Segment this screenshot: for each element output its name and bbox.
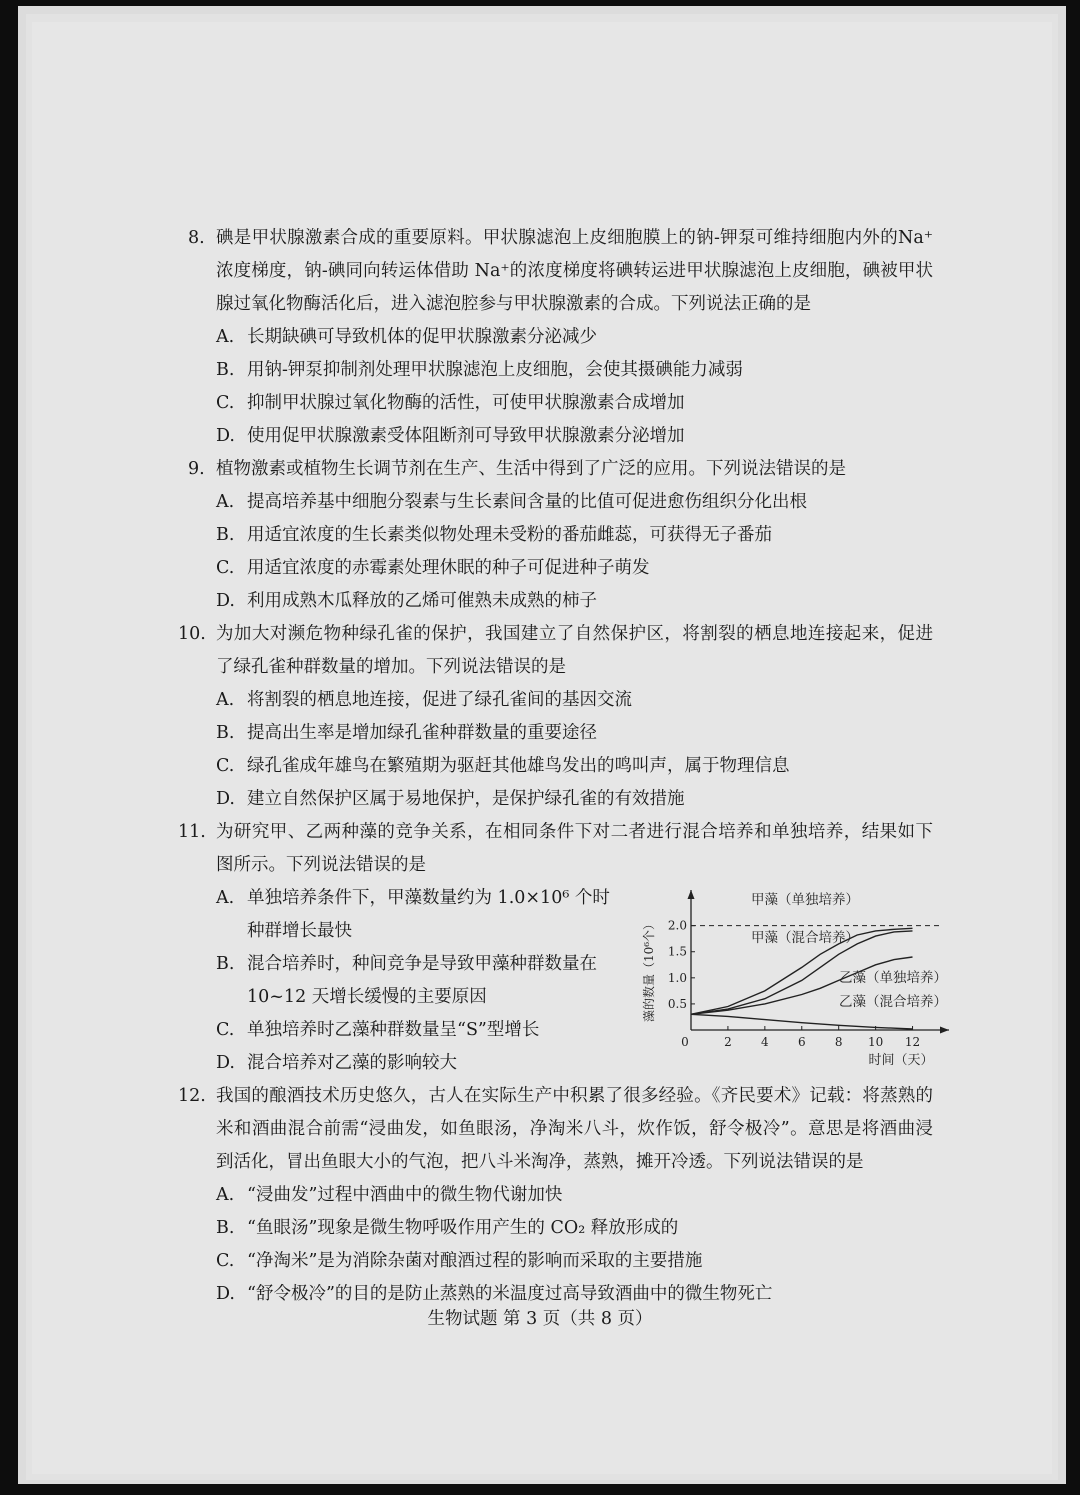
y-axis-arrow: [688, 890, 695, 899]
question-11: [178, 816, 947, 1080]
x-axis-arrow: [940, 1027, 949, 1034]
options: [216, 486, 933, 618]
x-axis-label: 时间（天）: [868, 1053, 934, 1068]
questions: [178, 222, 947, 1311]
options: [216, 321, 933, 453]
question-number: 10.: [178, 624, 206, 644]
x-tick-label: 8: [834, 1035, 843, 1049]
y-tick-label: 2.0: [667, 918, 687, 933]
question-number: 9.: [188, 459, 205, 479]
question-stem: 为研究甲、乙两种藻的竞争关系，在相同条件下对二者进行混合培养和单独培养，结果如下图所示。下列说法错误的是: [216, 822, 933, 875]
option-b: B. “鱼眼汤”现象是微生物呼吸作用产生的 CO₂ 释放形成的: [216, 1218, 679, 1238]
y-tick-label: 0.5: [667, 996, 687, 1011]
option-b: B. 用适宜浓度的生长素类似物处理未受粉的番茄雌蕊，可获得无子番茄: [216, 525, 772, 545]
x-tick-label: 2: [724, 1035, 732, 1049]
options: [216, 1179, 933, 1311]
option-c: C. 单独培养时乙藻种群数量呈“S”型增长: [216, 1020, 540, 1040]
option-d: D. 混合培养对乙藻的影响较大: [216, 1053, 457, 1073]
algae-growth-chart: [639, 882, 969, 1072]
option-b: B. 混合培养时，种间竞争是导致甲藻种群数量在 10~12 天增长缓慢的主要原因: [216, 954, 597, 1007]
option-a: A. 单独培养条件下，甲藻数量约为 1.0×10⁶ 个时种群增长最快: [216, 888, 610, 941]
y-tick-label: 1.5: [667, 944, 687, 959]
question-11-body: [216, 882, 947, 1080]
option-d: D. 利用成熟木瓜释放的乙烯可催熟未成熟的柿子: [216, 591, 597, 611]
question-stem: 植物激素或植物生长调节剂在生产、生活中得到了广泛的应用。下列说法错误的是: [216, 459, 846, 479]
question-stem: 我国的酿酒技术历史悠久，古人在实际生产中积累了很多经验。《齐民要术》记载：将蒸熟的米和酒曲混合前需“浸曲发，如鱼眼汤，净淘米八斗，炊作饭，舒令极冷”。意思是将酒曲浸到活化，冒出鱼眼大小的气泡，把八斗米淘净，蒸熟，摊开冷透。下列说法错误的是: [216, 1086, 933, 1172]
series-label-3: 乙藻（单独培养）: [839, 970, 947, 986]
x-tick-label: 4: [761, 1035, 769, 1049]
option-a: A. 提高培养基中细胞分裂素与生长素间含量的比值可促进愈伤组织分化出根: [216, 492, 807, 512]
question-12: [178, 1080, 933, 1311]
option-b: B. 用钠-钾泵抑制剂处理甲状腺滤泡上皮细胞，会使其摄碘能力减弱: [216, 360, 743, 380]
option-d: D. 使用促甲状腺激素受体阻断剂可导致甲状腺激素分泌增加: [216, 426, 685, 446]
x-tick-label: 10: [867, 1035, 884, 1049]
question-stem: 碘是甲状腺激素合成的重要原料。甲状腺滤泡上皮细胞膜上的钠-钾泵可维持细胞内外的Na⁺浓度梯度，钠-碘同向转运体借助 Na⁺的浓度梯度将碘转运进甲状腺滤泡上皮细胞，碘被甲状腺过氧化物酶活化后，进入滤泡腔参与甲状腺激素的合成。下列说法正确的是: [216, 228, 933, 314]
option-c: C. “净淘米”是为消除杂菌对酿酒过程的影响而采取的主要措施: [216, 1251, 703, 1271]
y-tick-label: 1.0: [667, 970, 687, 985]
option-a: A. “浸曲发”过程中酒曲中的微生物代谢加快: [216, 1185, 563, 1205]
question-10: [178, 618, 933, 816]
question-9: [188, 453, 933, 618]
question-number: 12.: [178, 1086, 206, 1106]
options: [216, 684, 933, 816]
question-stem: 为加大对濒危物种绿孔雀的保护，我国建立了自然保护区，将割裂的栖息地连接起来，促进了绿孔雀种群数量的增加。下列说法错误的是: [216, 624, 933, 677]
option-b: B. 提高出生率是增加绿孔雀种群数量的重要途径: [216, 723, 597, 743]
options: [216, 882, 611, 1080]
question-8: [188, 222, 933, 453]
series-label-1: 甲藻（单独培养）: [751, 892, 859, 908]
option-a: A. 长期缺碘可导致机体的促甲状腺激素分泌减少: [216, 327, 597, 347]
option-c: C. 用适宜浓度的赤霉素处理休眠的种子可促进种子萌发: [216, 558, 650, 578]
option-c: C. 抑制甲状腺过氧化物酶的活性，可使甲状腺激素合成增加: [216, 393, 685, 413]
series-label-4: 乙藻（混合培养）: [839, 994, 947, 1010]
question-number: 11.: [178, 822, 206, 842]
option-d: D. “舒令极冷”的目的是防止蒸熟的米温度过高导致酒曲中的微生物死亡: [216, 1284, 773, 1304]
x-tick-label: 6: [797, 1035, 806, 1049]
option-c: C. 绿孔雀成年雄鸟在繁殖期为驱赶其他雄鸟发出的鸣叫声，属于物理信息: [216, 756, 790, 776]
question-number: 8.: [188, 228, 205, 248]
x-tick-label: 12: [904, 1035, 921, 1049]
x-tick-label: 0: [681, 1035, 689, 1049]
option-a: A. 将割裂的栖息地连接，促进了绿孔雀间的基因交流: [216, 690, 632, 710]
y-axis-label: 藻的数量（10⁶个）: [642, 917, 656, 1023]
series-label-2: 甲藻（混合培养）: [751, 930, 859, 946]
option-d: D. 建立自然保护区属于易地保护，是保护绿孔雀的有效措施: [216, 789, 685, 809]
page-footer: 生物试题 第 3 页（共 8 页）: [427, 1309, 653, 1329]
